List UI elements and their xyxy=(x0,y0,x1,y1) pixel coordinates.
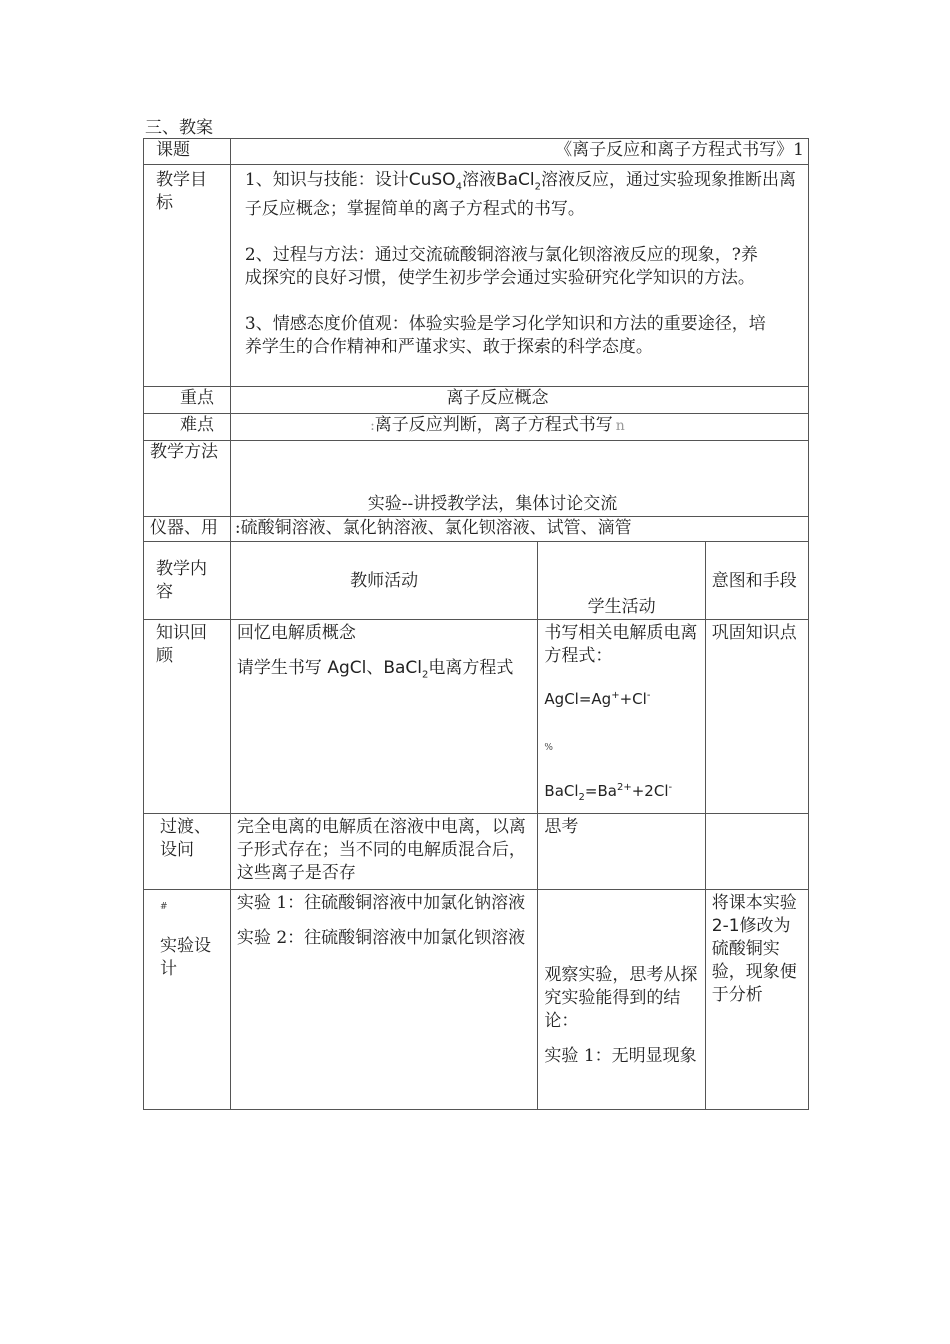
review-student xyxy=(538,620,705,814)
header-teacher: 教师活动 xyxy=(230,542,538,620)
stray-mark: % xyxy=(544,743,553,753)
label-experiment: 实验设计 xyxy=(160,936,211,979)
teacher-exp-1: 实验 1：往硫酸铜溶液中加氯化钠溶液 xyxy=(236,893,526,913)
row-topic xyxy=(144,139,809,165)
label-goals: 教学目标 xyxy=(144,165,231,387)
label-instruments: 仪器、用 xyxy=(144,517,231,542)
label-key-point: 重点 xyxy=(144,387,231,414)
goal-item-2: 2、过程与方法：通过交流硫酸铜溶液与氯化钡溶液反应的现象，?养成探究的良好习惯，使学生初步学会通过实验研究化学知识的方法。 xyxy=(244,245,758,289)
header-student: 学生活动 xyxy=(538,542,705,620)
formula-bacl2: BaCl$_2$ xyxy=(495,170,542,193)
row-experiment xyxy=(144,890,809,1110)
transition-intent xyxy=(705,814,808,890)
lesson-plan-table xyxy=(143,138,809,1110)
label-topic xyxy=(144,139,231,165)
goal-item-3: 3、情感态度价值观：体验实验是学习化学知识和方法的重要途径，培养学生的合作精神和严谨求实、敢于探索的科学态度。 xyxy=(244,314,766,358)
row-difficulty xyxy=(144,414,809,441)
method-value-cell xyxy=(230,441,808,517)
review-teacher-line-2: 请学生书写 AgCl、BaCl$_2$电离方程式 xyxy=(236,658,514,681)
label-method: 教学方法 xyxy=(144,441,231,517)
row-transition xyxy=(144,814,809,890)
topic-value: 《离子反应和离子方程式书写》1 xyxy=(230,139,808,165)
formula-cuso4: CuSO$_4$ xyxy=(408,170,462,193)
row-key-point xyxy=(144,387,809,414)
label-experiment-cell xyxy=(144,890,231,1110)
difficulty-value-cell: :离子反应判断，离子方程式书写 n xyxy=(230,414,808,441)
experiment-student xyxy=(538,890,705,1110)
instruments-value: :硫酸铜溶液、氯化钠溶液、氯化钡溶液、试管、滴管 xyxy=(230,517,808,542)
stray-mark-2: # xyxy=(160,902,168,912)
header-intent: 意图和手段 xyxy=(705,542,808,620)
key-point-value: 离子反应概念 xyxy=(230,387,808,414)
row-review xyxy=(144,620,809,814)
difficulty-value: 离子反应判断，离子方程式书写 xyxy=(374,415,613,435)
transition-student: 思考 xyxy=(538,814,705,890)
label-review: 知识回顾 xyxy=(144,620,231,814)
review-student-intro: 书写相关电解质电离方程式： xyxy=(544,623,698,666)
experiment-intent: 将课本实验2-1修改为硫酸铜实验，现象便于分析 xyxy=(705,890,808,1110)
label-difficulty: 难点 xyxy=(144,414,231,441)
experiment-teacher xyxy=(230,890,538,1110)
review-teacher xyxy=(230,620,538,814)
teacher-exp-2: 实验 2：往硫酸铜溶液中加氯化钡溶液 xyxy=(236,928,526,948)
equation-agcl: AgCl=Ag++Cl- xyxy=(544,690,651,708)
header-content: 教学内容 xyxy=(144,542,231,620)
equation-bacl2: $BaCl_2=Ba^{2+}+2Cl^-$ xyxy=(544,782,673,803)
activity-header-row xyxy=(144,542,809,620)
goal-item-1: 1、知识与技能：设计CuSO$_4$溶液BaCl$_2$溶液反应，通过实验现象推断出离子反应概念；掌握简单的离子方程式的书写。 xyxy=(244,170,797,220)
row-instruments xyxy=(144,517,809,542)
review-intent: 巩固知识点 xyxy=(705,620,808,814)
goals-content xyxy=(230,165,808,387)
row-method xyxy=(144,441,809,517)
transition-teacher: 完全电离的电解质在溶液中电离，以离子形式存在；当不同的电解质混合后，这些离子是否存 xyxy=(230,814,538,890)
student-exp-1: 实验 1：无明显现象 xyxy=(544,1046,697,1066)
topic-label-text: 课题 xyxy=(156,140,190,160)
student-observe: 观察实验，思考从探究实验能得到的结论： xyxy=(544,965,698,1031)
method-value: 实验--讲授教学法，集体讨论交流 xyxy=(367,494,618,514)
row-goals xyxy=(144,165,809,387)
review-teacher-line-1: 回忆电解质概念 xyxy=(236,623,356,643)
section-heading: 三、教案 xyxy=(145,118,213,138)
label-transition: 过渡、设问 xyxy=(144,814,231,890)
